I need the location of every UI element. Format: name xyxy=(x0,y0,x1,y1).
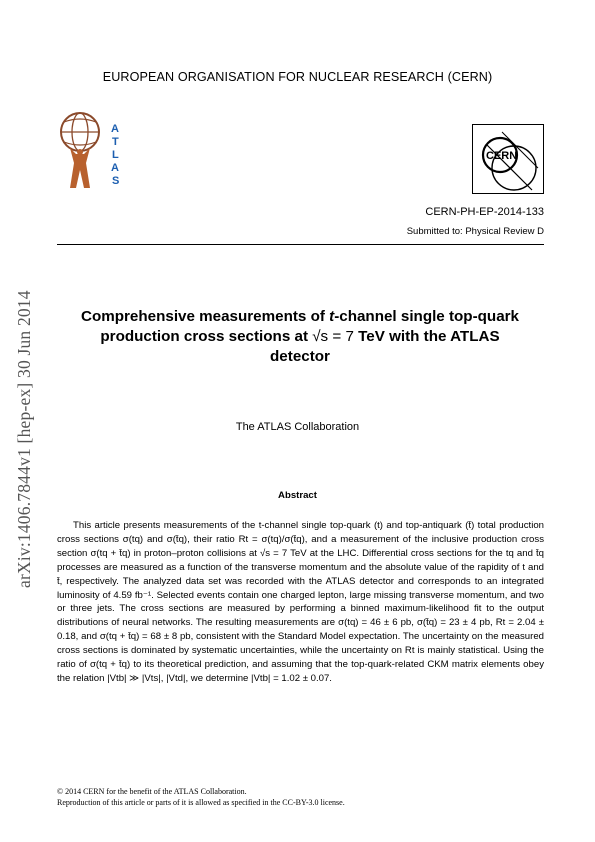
organisation-name: EUROPEAN ORGANISATION FOR NUCLEAR RESEARCH (CERN) xyxy=(102,70,493,84)
title-part: Comprehensive measurements of xyxy=(80,308,330,325)
license-line: Reproduction of this article or parts of it is allowed as specified in the CC-BY-3.0 license. xyxy=(57,798,345,807)
svg-text:T: T xyxy=(112,136,119,148)
copyright-line: © 2014 CERN for the benefit of the ATLAS Collaboration. xyxy=(57,787,247,796)
title-part: TeV with the ATLAS xyxy=(353,328,500,345)
title-part: production cross sections at xyxy=(100,328,313,345)
arxiv-stamp: arXiv:1406.7844v1 [hep-ex] 30 Jun 2014 xyxy=(14,290,34,588)
atlas-logo xyxy=(56,108,126,194)
footer-notice xyxy=(57,786,345,808)
title-part: detector xyxy=(270,348,330,365)
svg-text:CERN: CERN xyxy=(486,150,518,162)
title-italic-t: t xyxy=(329,308,335,325)
cern-logo xyxy=(472,124,544,194)
svg-text:S: S xyxy=(112,175,120,187)
abstract-text: This article presents measurements of the t-channel single top-quark (t) and top-antiquark (t̄) total production cross sections σ(tq) and σ(t̄q), their ratio Rt = σ(tq)/σ(t̄q), and a measurement of the inclusive production cross section σ(tq + t̄q) in proton–proton collisions at √s = 7 TeV at the LHC. Differential cross sections for the tq and t̄q processes are measured as a function of the transverse momentum and the absolute value of the rapidity of t and t̄, respectively. The analyzed data set was recorded with the ATLAS detector and corresponds to an integrated luminosity of 4.59 fb⁻¹. Selected events contain one charged lepton, large missing transverse momentum, and two or three jets. The cross sections are measured by performing a binned maximum-likelihood fit to the output distributions of neural networks. The resulting measurements are σ(tq) = 46 ± 6 pb, σ(t̄q) = 23 ± 4 pb, Rt = 2.04 ± 0.18, and σ(tq + t̄q) = 68 ± 8 pb, consistent with the Standard Model expectation. The uncertainty on the measured cross sections is dominated by systematic uncertainties, while the uncertainty on Rt is mainly statistical. Using the ratio of σ(tq + t̄q) to its theoretical prediction, and assuming that the top-quark-related CKM matrix elements obey the relation |Vtb| ≫ |Vts|, |Vtd|, we determine |Vtb| = 1.02 ± 0.07. xyxy=(57,520,544,684)
submission-note: Submitted to: Physical Review D xyxy=(406,226,544,237)
paper-title xyxy=(60,307,540,367)
abstract-heading: Abstract xyxy=(278,490,317,501)
header-divider xyxy=(57,244,544,245)
svg-text:L: L xyxy=(112,149,119,161)
svg-text:A: A xyxy=(111,123,119,135)
author-list: The ATLAS Collaboration xyxy=(235,421,360,433)
svg-text:A: A xyxy=(111,162,119,174)
report-number: CERN-PH-EP-2014-133 xyxy=(425,206,544,218)
title-part: -channel single top-quark xyxy=(334,308,520,325)
title-sqrt-s: √s = 7 xyxy=(312,328,354,345)
